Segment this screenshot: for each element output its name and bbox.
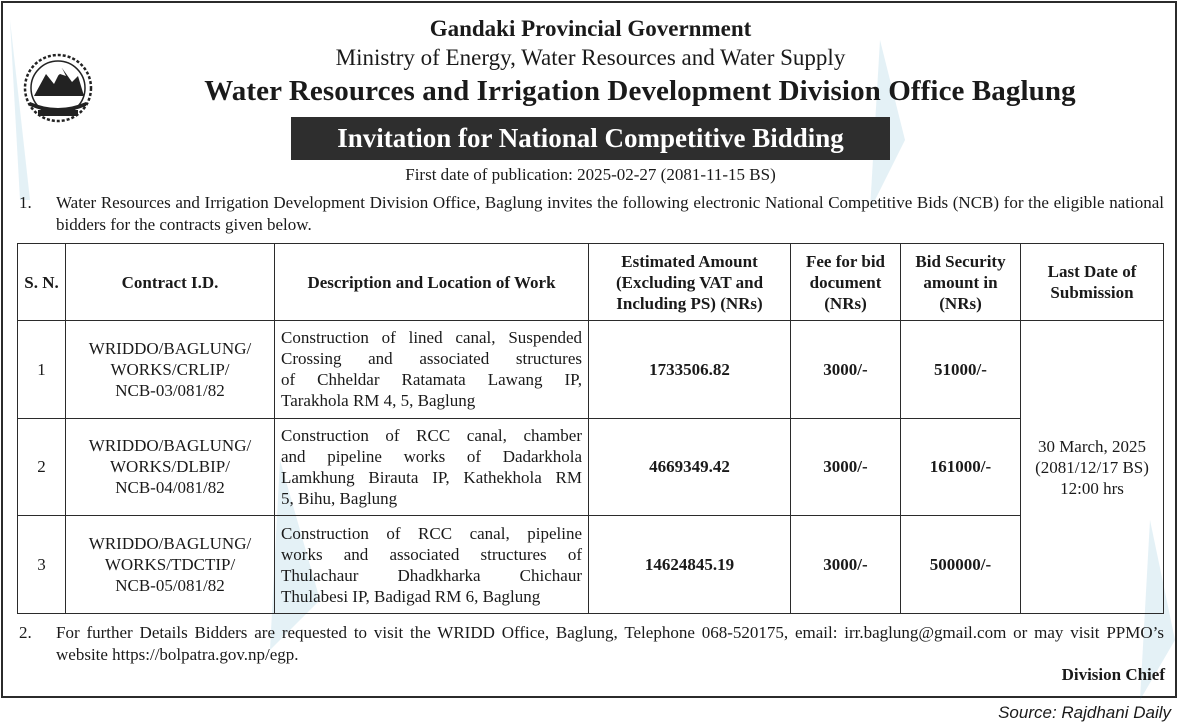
contract-line: WORKS/TDCTIP/ <box>104 555 236 575</box>
office-title: Water Resources and Irrigation Development Division Office Baglung <box>204 75 1076 107</box>
contract-line: NCB-05/081/82 <box>115 576 225 596</box>
contract-line: WORKS/DLBIP/ <box>110 457 230 477</box>
cell-estimated-amount: 1733506.82 <box>589 321 791 419</box>
contract-line: WRIDDO/BAGLUNG/ <box>88 436 252 456</box>
cell-bid-fee: 3000/- <box>791 418 901 516</box>
description-line: Crossing and associated structures <box>281 349 582 369</box>
description-line: of Chheldar Ratamata Lawang IP, <box>281 370 582 390</box>
description-line: Construction of RCC canal, chamber <box>281 425 582 445</box>
cell-sn: 1 <box>18 321 66 419</box>
cell-sn: 3 <box>18 516 66 614</box>
government-title: Gandaki Provincial Government <box>429 16 752 41</box>
deadline-time: 12:00 hrs <box>1060 478 1124 498</box>
contract-line: WORKS/CRLIP/ <box>110 359 230 379</box>
paragraph-text: For further Details Bidders are requested to visit the WRIDD Office, Baglung, Telephone 068-520175, email: irr.baglung@gmail.com or may visit PPMO’s website https://bolpatra.gov.np/egp. <box>56 623 1164 664</box>
publication-date: First date of publication: 2025-02-27 (2081-11-15 BS) <box>405 165 776 184</box>
contract-line: WRIDDO/BAGLUNG/ <box>88 534 252 554</box>
table-row <box>18 321 1164 419</box>
paragraph-text: Water Resources and Irrigation Development Division Office, Baglung invites the following electronic National Competitive Bids (NCB) for the eligible national bidders for the contracts given below. <box>56 193 1164 234</box>
cell-bid-fee: 3000/- <box>791 321 901 419</box>
description-line: Thulachaur Dhadkharka Chichaur <box>281 565 582 585</box>
paragraph-number: 1. <box>19 193 32 212</box>
header-contract-id: Contract I.D. <box>66 244 275 321</box>
header-description: Description and Location of Work <box>275 244 589 321</box>
paragraph-number: 2. <box>19 623 32 642</box>
cell-contract-id <box>66 516 275 614</box>
cell-estimated-amount: 14624845.19 <box>589 516 791 614</box>
description-line: 5, Bihu, Baglung <box>281 488 398 508</box>
cell-deadline <box>1021 321 1164 614</box>
contract-line: WRIDDO/BAGLUNG/ <box>88 338 252 358</box>
cell-sn: 2 <box>18 418 66 516</box>
cell-bid-security: 51000/- <box>901 321 1021 419</box>
description-line: and pipeline works of Dadarkhola <box>281 446 582 466</box>
cell-bid-security: 161000/- <box>901 418 1021 516</box>
table-row <box>18 516 1164 614</box>
cell-description <box>275 418 589 516</box>
cell-description <box>275 321 589 419</box>
description-line: Tarakhola RM 4, 5, Baglung <box>281 391 476 411</box>
header-sn: S. N. <box>18 244 66 321</box>
contract-line: NCB-03/081/82 <box>115 380 225 400</box>
header-bid-security: Bid Security amount in (NRs) <box>901 244 1021 321</box>
signatory: Division Chief <box>1061 665 1165 684</box>
cell-contract-id <box>66 418 275 516</box>
deadline-date-bs: (2081/12/17 BS) <box>1035 457 1149 477</box>
description-line: Thulabesi IP, Badigad RM 6, Baglung <box>281 586 541 606</box>
cell-estimated-amount: 4669349.42 <box>589 418 791 516</box>
cell-description <box>275 516 589 614</box>
source-credit: Source: Rajdhani Daily <box>998 703 1171 722</box>
header-estimated-amount: Estimated Amount (Excluding VAT and Including PS) (NRs) <box>589 244 791 321</box>
header-bid-fee: Fee for bid document (NRs) <box>791 244 901 321</box>
description-line: works and associated structures of <box>281 544 582 564</box>
notice-banner: Invitation for National Competitive Bidding <box>291 117 890 160</box>
header-deadline: Last Date of Submission <box>1021 244 1164 321</box>
ministry-title: Ministry of Energy, Water Resources and Water Supply <box>335 45 846 70</box>
contract-line: NCB-04/081/82 <box>115 478 225 498</box>
description-line: Construction of RCC canal, pipeline <box>281 523 582 543</box>
description-line: Lamkhung Birauta IP, Kathekhola RM <box>281 467 582 487</box>
cell-contract-id <box>66 321 275 419</box>
table-header-row <box>18 244 1164 321</box>
table-row <box>18 418 1164 516</box>
cell-bid-fee: 3000/- <box>791 516 901 614</box>
cell-bid-security: 500000/- <box>901 516 1021 614</box>
deadline-date: 30 March, 2025 <box>1037 436 1147 456</box>
bids-table <box>17 243 1164 614</box>
description-line: Construction of lined canal, Suspended <box>281 328 582 348</box>
